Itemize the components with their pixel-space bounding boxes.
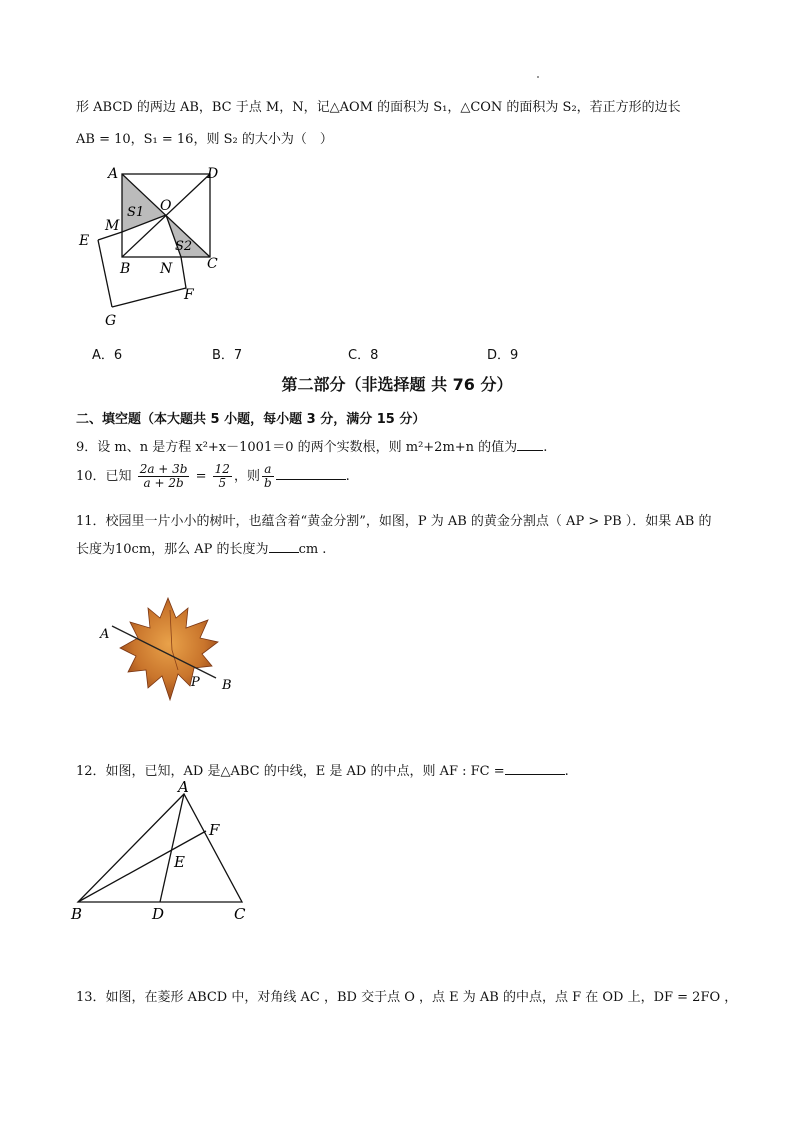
maple-leaf: [120, 598, 218, 700]
q10-fraction-1: [138, 463, 190, 490]
q10-suffix: .: [345, 469, 350, 484]
q12-text: 12．如图，已知，AD 是△ABC 的中线，E 是 AD 的中点，则 AF : FC =: [76, 764, 505, 779]
q12-line: [76, 760, 569, 779]
q10-middle: ，则: [233, 469, 260, 484]
label-a-tri: A: [178, 780, 189, 796]
choice-d[interactable]: D．9: [487, 348, 519, 363]
q10-line: [76, 462, 350, 492]
line-ge: [98, 240, 112, 307]
q8-text-line2: AB = 10，S₁ = 16，则 S₂ 的大小为（ ）: [76, 132, 333, 147]
q11-answer-blank[interactable]: [269, 540, 299, 553]
q10-frac3-den: b: [263, 476, 272, 490]
label-g: G: [105, 313, 117, 329]
line-fg: [112, 288, 186, 307]
q8-figure: [70, 160, 240, 340]
label-s2: S2: [175, 239, 193, 254]
q12-triangle-figure: [66, 780, 266, 930]
q11-text-line2: 长度为10cm，那么 AP 的长度为: [76, 542, 269, 557]
label-c-tri: C: [234, 905, 246, 923]
q10-frac2-den: 5: [218, 476, 227, 490]
q10-fraction-3: [262, 463, 274, 490]
q10-frac2-num: 12: [214, 462, 230, 476]
label-c: C: [207, 256, 218, 272]
q10-frac1-num: 2a + 3b: [139, 462, 188, 476]
label-b-tri: B: [71, 905, 83, 923]
label-s1: S1: [127, 205, 145, 220]
line-nf: [181, 257, 186, 288]
q8-text-line1: 形 ABCD 的两边 AB，BC 于点 M，N，记△AOM 的面积为 S₁，△CON 的面积为 S₂，若正方形的边长: [76, 100, 681, 115]
q9-line: [76, 436, 547, 455]
label-e-tri: E: [174, 853, 185, 871]
choice-a[interactable]: A．6: [92, 348, 123, 363]
triangle-abc: [78, 794, 242, 902]
choice-c[interactable]: C．8: [348, 348, 379, 363]
median-ad: [160, 794, 184, 902]
q9-end: .: [543, 440, 548, 455]
label-e: E: [79, 233, 90, 249]
q10-answer-blank[interactable]: [276, 467, 346, 480]
label-b-leaf: B: [222, 678, 232, 693]
q11-line2: [76, 538, 326, 557]
q9-answer-blank[interactable]: [517, 438, 543, 451]
scan-speck: [537, 76, 539, 78]
q12-answer-blank[interactable]: [505, 762, 565, 775]
choice-b[interactable]: B．7: [212, 348, 243, 363]
label-d: D: [207, 166, 219, 182]
label-a-leaf: A: [100, 627, 110, 642]
section-title: 第二部分（非选择题 共 76 分）: [281, 375, 513, 394]
subsection-title: 二、填空题（本大题共 5 小题，每小题 3 分，满分 15 分）: [76, 412, 426, 427]
label-p-leaf: P: [191, 675, 200, 690]
q10-prefix: 10．已知: [76, 469, 132, 484]
q10-equals: =: [195, 469, 207, 484]
label-d-tri: D: [152, 905, 165, 923]
label-n: N: [160, 261, 173, 277]
q11-text-line1: 11．校园里一片小小的树叶，也蕴含着“黄金分割”，如图，P 为 AB 的黄金分割点（ AP > PB ）．如果 AB 的: [76, 514, 712, 529]
q10-frac3-num: a: [262, 463, 274, 477]
label-f: F: [184, 287, 194, 303]
label-f-tri: F: [209, 821, 220, 839]
q10-frac1-den: a + 2b: [143, 476, 184, 490]
q11-leaf-figure: [90, 590, 250, 710]
q11-unit: cm .: [298, 542, 327, 557]
q10-fraction-2: [213, 463, 232, 490]
label-a: A: [108, 166, 119, 182]
label-o: O: [160, 198, 172, 214]
q9-text: 9．设 m、n 是方程 x²+x－1001＝0 的两个实数根，则 m²+2m+n 的值为: [76, 440, 518, 455]
q12-end: .: [564, 764, 569, 779]
line-bf: [78, 831, 206, 902]
q13-text: 13．如图，在菱形 ABCD 中，对角线 AC ，BD 交于点 O ，点 E 为 AB 的中点，点 F 在 OD 上，DF = 2FO ，: [76, 990, 738, 1005]
label-b: B: [120, 261, 131, 277]
label-m: M: [105, 218, 120, 234]
